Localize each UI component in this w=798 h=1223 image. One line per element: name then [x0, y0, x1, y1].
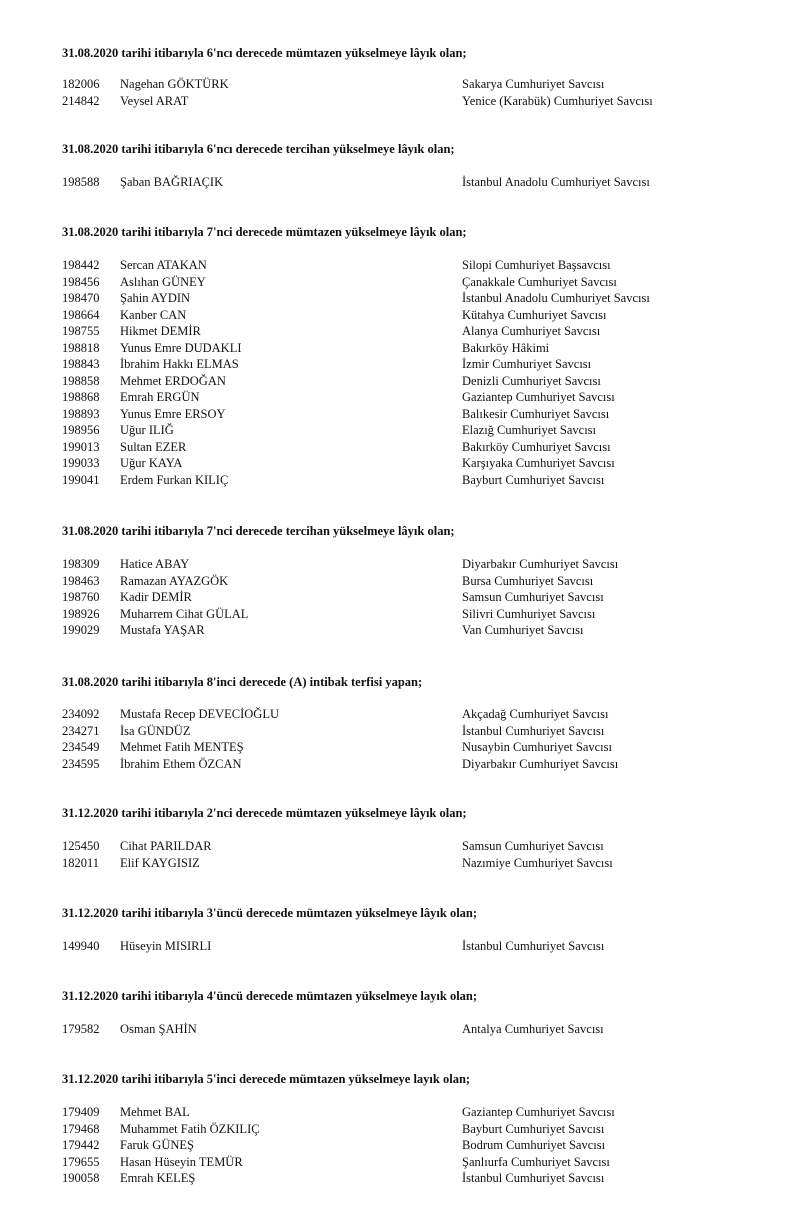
assignment: Bakırköy Hâkimi: [462, 340, 550, 355]
personnel-row: [0, 723, 798, 740]
assignment: Bakırköy Cumhuriyet Savcısı: [462, 439, 611, 454]
personnel-row: [0, 1170, 798, 1187]
person-name: İsa GÜNDÜZ: [120, 723, 191, 738]
sicil-number: 214842: [62, 93, 100, 108]
sicil-number: 198463: [62, 573, 100, 588]
person-name: Sultan EZER: [120, 439, 187, 454]
sicil-number: 234092: [62, 707, 100, 721]
section-heading: 31.12.2020 tarihi itibarıyla 3'üncü derecede mümtazen yükselmeye lâyık olan;: [62, 906, 478, 920]
personnel-row: [0, 838, 798, 855]
assignment: Yenice (Karabük) Cumhuriyet Savcısı: [462, 93, 653, 108]
person-name: Yunus Emre ERSOY: [120, 406, 226, 421]
personnel-row: [0, 422, 798, 439]
person-name: İbrahim Hakkı ELMAS: [120, 357, 239, 371]
person-name: Hasan Hüseyin TEMÜR: [120, 1154, 243, 1169]
person-name: Mehmet ERDOĞAN: [120, 373, 226, 388]
personnel-list: [0, 1021, 798, 1038]
personnel-row: [0, 439, 798, 456]
sicil-number: 179582: [62, 1022, 100, 1036]
assignment: Silivri Cumhuriyet Savcısı: [462, 606, 596, 621]
person-name: Nagehan GÖKTÜRK: [120, 77, 229, 91]
assignment: Samsun Cumhuriyet Savcısı: [462, 590, 604, 604]
assignment: İstanbul Cumhuriyet Savcısı: [462, 939, 605, 953]
assignment: Nazımiye Cumhuriyet Savcısı: [462, 855, 613, 870]
personnel-row: [0, 606, 798, 623]
assignment: Bayburt Cumhuriyet Savcısı: [462, 472, 605, 487]
assignment: İstanbul Cumhuriyet Savcısı: [462, 1171, 605, 1185]
person-name: Şahin AYDIN: [120, 291, 191, 305]
personnel-list: [0, 1104, 798, 1187]
sicil-number: 198868: [62, 390, 100, 404]
assignment: Karşıyaka Cumhuriyet Savcısı: [462, 456, 615, 470]
person-name: Muhammet Fatih ÖZKILIÇ: [120, 1121, 260, 1136]
assignment: Diyarbakır Cumhuriyet Savcısı: [462, 756, 619, 771]
assignment: Bodrum Cumhuriyet Savcısı: [462, 1138, 606, 1152]
person-name: Yunus Emre DUDAKLI: [120, 340, 242, 355]
sicil-number: 179442: [62, 1138, 100, 1152]
personnel-list: [0, 174, 798, 191]
person-name: Uğur KAYA: [120, 456, 183, 470]
assignment: İzmir Cumhuriyet Savcısı: [462, 357, 592, 371]
person-name: Erdem Furkan KILIÇ: [120, 472, 229, 487]
personnel-list: [0, 257, 798, 488]
personnel-row: [0, 356, 798, 373]
personnel-row: [0, 938, 798, 955]
sicil-number: 198588: [62, 175, 100, 189]
personnel-row: [0, 1121, 798, 1138]
sicil-number: 199029: [62, 623, 100, 637]
sicil-number: 179468: [62, 1121, 100, 1136]
personnel-row: [0, 472, 798, 489]
sicil-number: 198456: [62, 274, 100, 289]
person-name: Veysel ARAT: [120, 93, 189, 108]
assignment: İstanbul Cumhuriyet Savcısı: [462, 723, 605, 738]
personnel-row: [0, 589, 798, 606]
personnel-row: [0, 573, 798, 590]
person-name: Hikmet DEMİR: [120, 324, 201, 338]
sicil-number: 198843: [62, 357, 100, 371]
personnel-row: [0, 307, 798, 324]
person-name: İbrahim Ethem ÖZCAN: [120, 756, 242, 771]
assignment: Denizli Cumhuriyet Savcısı: [462, 373, 601, 388]
assignment: Silopi Cumhuriyet Başsavcısı: [462, 258, 611, 272]
sicil-number: 198893: [62, 406, 100, 421]
personnel-row: [0, 340, 798, 357]
assignment: Nusaybin Cumhuriyet Savcısı: [462, 740, 612, 754]
person-name: Mustafa YAŞAR: [120, 623, 205, 637]
personnel-row: [0, 274, 798, 291]
section-heading: 31.08.2020 tarihi itibarıyla 7'nci derecede mümtazen yükselmeye lâyık olan;: [62, 225, 467, 239]
assignment: İstanbul Anadolu Cumhuriyet Savcısı: [462, 175, 650, 189]
sicil-number: 149940: [62, 939, 100, 953]
assignment: Antalya Cumhuriyet Savcısı: [462, 1022, 604, 1036]
assignment: Samsun Cumhuriyet Savcısı: [462, 839, 604, 853]
personnel-row: [0, 556, 798, 573]
person-name: Faruk GÜNEŞ: [120, 1138, 194, 1152]
personnel-row: [0, 93, 798, 110]
person-name: Sercan ATAKAN: [120, 258, 207, 272]
personnel-row: [0, 373, 798, 390]
person-name: Hüseyin MISIRLI: [120, 939, 212, 953]
sicil-number: 198470: [62, 291, 100, 305]
personnel-list: [0, 556, 798, 639]
sicil-number: 198858: [62, 373, 100, 388]
personnel-row: [0, 706, 798, 723]
personnel-row: [0, 290, 798, 307]
sicil-number: 125450: [62, 839, 100, 853]
person-name: Elif KAYGISIZ: [120, 855, 200, 870]
sicil-number: 198309: [62, 557, 100, 571]
person-name: Osman ŞAHİN: [120, 1022, 197, 1036]
sicil-number: 198755: [62, 324, 100, 338]
personnel-list: [0, 938, 798, 955]
assignment: Sakarya Cumhuriyet Savcısı: [462, 77, 605, 91]
section-heading: 31.12.2020 tarihi itibarıyla 4'üncü derecede mümtazen yükselmeye layık olan;: [62, 989, 478, 1003]
person-name: Cihat PARILDAR: [120, 839, 212, 853]
personnel-row: [0, 257, 798, 274]
assignment: Elazığ Cumhuriyet Savcısı: [462, 423, 597, 437]
personnel-row: [0, 455, 798, 472]
person-name: Mehmet BAL: [120, 1105, 190, 1119]
sicil-number: 198664: [62, 307, 100, 322]
person-name: Mustafa Recep DEVECİOĞLU: [120, 707, 279, 721]
section-heading: 31.08.2020 tarihi itibarıyla 6'ncı derecede mümtazen yükselmeye lâyık olan;: [62, 46, 467, 60]
person-name: Kanber CAN: [120, 307, 187, 322]
sicil-number: 179655: [62, 1154, 100, 1169]
sicil-number: 198818: [62, 340, 100, 355]
assignment: Kütahya Cumhuriyet Savcısı: [462, 307, 607, 322]
personnel-row: [0, 1104, 798, 1121]
sicil-number: 182006: [62, 77, 100, 91]
personnel-row: [0, 622, 798, 639]
personnel-list: [0, 838, 798, 871]
assignment: Şanlıurfa Cumhuriyet Savcısı: [462, 1154, 610, 1169]
person-name: Aslıhan GÜNEY: [120, 274, 206, 289]
assignment: Akçadağ Cumhuriyet Savcısı: [462, 707, 609, 721]
personnel-row: [0, 1021, 798, 1038]
sicil-number: 198956: [62, 423, 100, 437]
personnel-row: [0, 174, 798, 191]
personnel-row: [0, 756, 798, 773]
sicil-number: 198442: [62, 258, 100, 272]
sicil-number: 234271: [62, 723, 100, 738]
person-name: Şaban BAĞRIAÇIK: [120, 175, 224, 189]
assignment: İstanbul Anadolu Cumhuriyet Savcısı: [462, 291, 650, 305]
person-name: Mehmet Fatih MENTEŞ: [120, 740, 244, 754]
assignment: Çanakkale Cumhuriyet Savcısı: [462, 274, 617, 289]
sicil-number: 198926: [62, 606, 100, 621]
person-name: Kadir DEMİR: [120, 590, 192, 604]
sicil-number: 198760: [62, 590, 100, 604]
personnel-list: [0, 706, 798, 772]
person-name: Emrah KELEŞ: [120, 1171, 196, 1185]
personnel-row: [0, 323, 798, 340]
sicil-number: 199041: [62, 472, 100, 487]
assignment: Diyarbakır Cumhuriyet Savcısı: [462, 557, 619, 571]
personnel-row: [0, 389, 798, 406]
section-heading: 31.08.2020 tarihi itibarıyla 8'inci derecede (A) intibak terfisi yapan;: [62, 675, 423, 689]
personnel-row: [0, 406, 798, 423]
section-heading: 31.12.2020 tarihi itibarıyla 5'inci derecede mümtazen yükselmeye layık olan;: [62, 1072, 471, 1086]
assignment: Bursa Cumhuriyet Savcısı: [462, 573, 594, 588]
assignment: Gaziantep Cumhuriyet Savcısı: [462, 1105, 615, 1119]
personnel-row: [0, 1154, 798, 1171]
assignment: Gaziantep Cumhuriyet Savcısı: [462, 390, 615, 404]
assignment: Van Cumhuriyet Savcısı: [462, 623, 584, 637]
personnel-list: [0, 76, 798, 109]
sicil-number: 182011: [62, 855, 100, 870]
sicil-number: 199013: [62, 439, 100, 454]
sicil-number: 199033: [62, 456, 100, 470]
personnel-row: [0, 855, 798, 872]
person-name: Ramazan AYAZGÖK: [120, 573, 229, 588]
person-name: Emrah ERGÜN: [120, 390, 200, 404]
person-name: Muharrem Cihat GÜLAL: [120, 606, 249, 621]
sicil-number: 179409: [62, 1105, 100, 1119]
personnel-row: [0, 739, 798, 756]
person-name: Uğur ILIĞ: [120, 423, 174, 437]
assignment: Balıkesir Cumhuriyet Savcısı: [462, 406, 610, 421]
sicil-number: 234549: [62, 740, 100, 754]
sicil-number: 234595: [62, 756, 100, 771]
sicil-number: 190058: [62, 1171, 100, 1185]
section-heading: 31.12.2020 tarihi itibarıyla 2'nci derecede mümtazen yükselmeye lâyık olan;: [62, 806, 467, 820]
section-heading: 31.08.2020 tarihi itibarıyla 6'ncı derecede tercihan yükselmeye lâyık olan;: [62, 142, 455, 156]
assignment: Bayburt Cumhuriyet Savcısı: [462, 1121, 605, 1136]
section-heading: 31.08.2020 tarihi itibarıyla 7'nci derecede tercihan yükselmeye lâyık olan;: [62, 524, 455, 538]
person-name: Hatice ABAY: [120, 557, 190, 571]
assignment: Alanya Cumhuriyet Savcısı: [462, 324, 601, 338]
personnel-row: [0, 76, 798, 93]
personnel-row: [0, 1137, 798, 1154]
